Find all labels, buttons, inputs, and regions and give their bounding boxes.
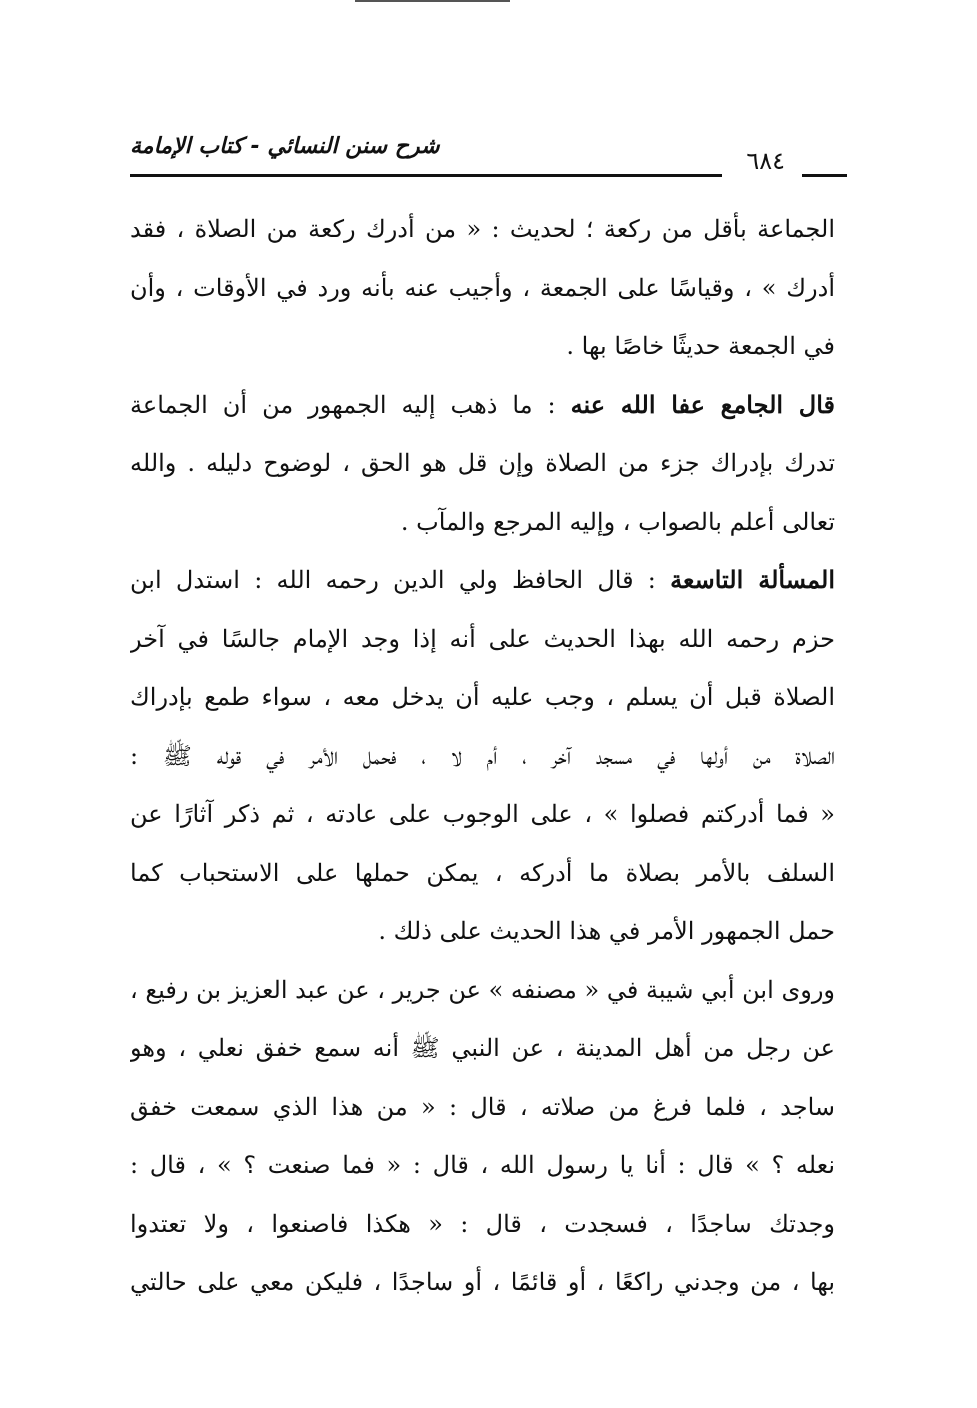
text-line: وجدتك ساجدًا ، فسجدت ، قال : « هكذا فاصنعوا ، ولا تعتدوا <box>130 1209 835 1238</box>
text-line: حمل الجمهور الأمر في هذا الحديث على ذلك . <box>378 917 835 945</box>
text-line <box>130 551 835 610</box>
text-line: الصلاة قبل أن يسلم ، وجب عليه أن يدخل معه ، سواء طمع بإدراك <box>130 683 835 711</box>
text-line: في الجمعة حديثًا خاصًا بها . <box>566 332 835 360</box>
header-title: شرح سنن النسائي - كتاب الإمامة <box>130 134 440 159</box>
page-body <box>130 200 835 1312</box>
paragraph-3 <box>130 551 835 961</box>
paragraph-lead: المسألة التاسعة <box>670 565 835 594</box>
paragraph-2 <box>130 376 835 552</box>
top-scan-mark <box>355 0 510 2</box>
text-line: « فما أدركتم فصلوا » ، على الوجوب على عادته ، ثم ذكر آثارًا عن <box>130 800 835 828</box>
text-line <box>130 376 835 435</box>
text-line: بها ، من وجدني راكعًا ، أو قائمًا ، أو ساجدًا ، فليكن معي على حالتي <box>130 1268 835 1296</box>
text-line: الصلاة من أولها في مسجد آخر ، أم لا ، فحمل الأمر في قوله ﷺ : <box>130 741 835 770</box>
paragraph-4 <box>130 961 835 1312</box>
running-header <box>130 128 847 175</box>
text-line: تدرك بإدراك جزء من الصلاة وإن قل هو الحق ، لوضوح دليله . والله <box>130 449 835 477</box>
header-rule <box>130 174 722 177</box>
text-line: أدرك » ، وقياسًا على الجمعة ، وأجيب عنه بأنه ورد في الأوقات ، وأن <box>130 273 835 302</box>
text-line-rest: : قال الحافظ ولي الدين رحمه الله : استدل ابن <box>130 566 671 594</box>
page-number-dash <box>802 174 847 177</box>
text-line: نعله ؟ » قال : أنا يا رسول الله ، قال : « فما صنعت ؟ » ، قال : <box>130 1151 835 1179</box>
text-line: الجماعة بأقل من ركعة ؛ لحديث : « من أدرك ركعة من الصلاة ، فقد <box>130 215 835 243</box>
text-line: تعالى أعلم بالصواب ، وإليه المرجع والمآب . <box>400 507 835 536</box>
text-line: وروى ابن أبي شيبة في « مصنفه » عن جرير ، عن عبد العزيز بن رفيع ، <box>130 975 835 1004</box>
text-line-rest: : ما ذهب إليه الجمهور من أن الجماعة <box>130 390 571 419</box>
paragraph-1 <box>130 200 835 376</box>
paragraph-lead: قال الجامع عفا الله عنه <box>570 389 835 419</box>
text-line: عن رجل من أهل المدينة ، عن النبي ﷺ أنه سمع خفق نعلي ، وهو <box>130 1034 835 1062</box>
text-line: ساجد ، فلما فرغ من صلاته ، قال : « من هذا الذي سمعت خفق <box>130 1092 835 1121</box>
text-line: حزم رحمه الله بهذا الحديث على أنه إذا وجد الإمام جالسًا في آخر <box>130 624 835 653</box>
page-number: ٦٨٤ <box>746 147 785 175</box>
text-line: السلف بالأمر بصلاة ما أدركه ، يمكن حملها على الاستحباب كما <box>130 858 835 887</box>
